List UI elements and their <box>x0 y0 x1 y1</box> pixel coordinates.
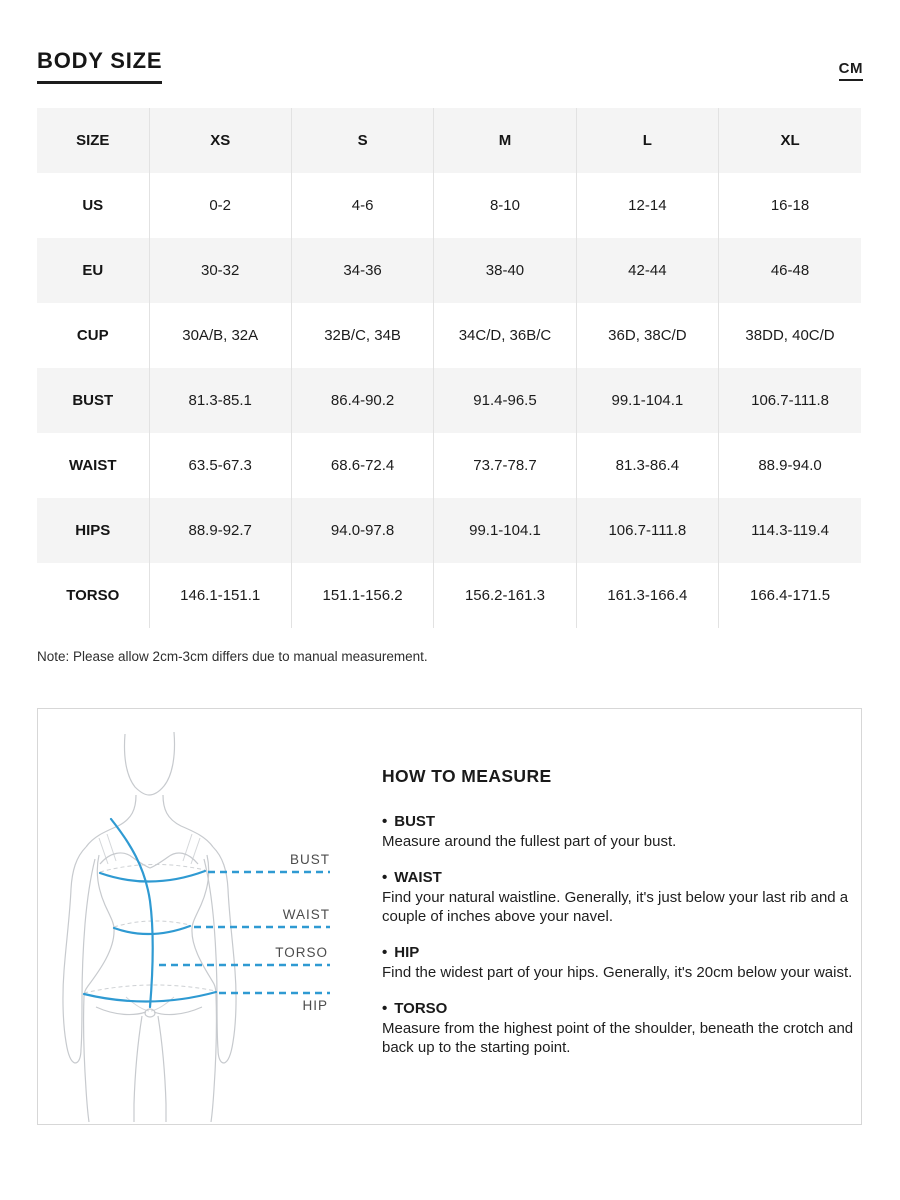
table-cell: 156.2-161.3 <box>434 563 576 628</box>
table-cell: 30A/B, 32A <box>149 303 291 368</box>
row-label: TORSO <box>37 563 149 628</box>
table-row <box>37 238 861 303</box>
page-title: BODY SIZE <box>37 48 162 84</box>
measure-section-waist <box>382 868 854 926</box>
table-cell: 38-40 <box>434 238 576 303</box>
table-cell: 99.1-104.1 <box>434 498 576 563</box>
table-row <box>37 368 861 433</box>
table-cell: 32B/C, 34B <box>291 303 433 368</box>
table-cell: 68.6-72.4 <box>291 433 433 498</box>
table-cell: 88.9-94.0 <box>719 433 861 498</box>
column-header: M <box>434 108 576 173</box>
table-row <box>37 433 861 498</box>
column-header: L <box>576 108 718 173</box>
measure-section-label: • HIP <box>382 943 854 962</box>
table-cell: 86.4-90.2 <box>291 368 433 433</box>
measure-section-label: • TORSO <box>382 999 854 1018</box>
diagram-labels <box>275 852 330 1013</box>
table-row <box>37 498 861 563</box>
row-label: BUST <box>37 368 149 433</box>
measurement-lines <box>84 819 216 1007</box>
table-cell: 0-2 <box>149 173 291 238</box>
how-to-measure-panel <box>37 708 862 1125</box>
header <box>37 48 863 84</box>
table-cell: 34C/D, 36B/C <box>434 303 576 368</box>
table-cell: 12-14 <box>576 173 718 238</box>
table-cell: 88.9-92.7 <box>149 498 291 563</box>
measure-section-text: Find your natural waistline. Generally, it's just below your last rib and a couple of inches above your navel. <box>382 889 849 925</box>
table-cell: 63.5-67.3 <box>149 433 291 498</box>
table-cell: 94.0-97.8 <box>291 498 433 563</box>
body-figure-svg <box>38 709 373 1122</box>
row-label: WAIST <box>37 433 149 498</box>
torso-label: TORSO <box>275 945 328 960</box>
table-row <box>37 303 861 368</box>
table-header-row <box>37 108 861 173</box>
table-cell: 30-32 <box>149 238 291 303</box>
body-figure-illustration <box>38 709 373 1122</box>
table-cell: 36D, 38C/D <box>576 303 718 368</box>
table-cell: 106.7-111.8 <box>576 498 718 563</box>
measure-section-text: Measure from the highest point of the shoulder, beneath the crotch and back up to the starting point. <box>382 1020 854 1056</box>
column-header: XL <box>719 108 861 173</box>
table-cell: 8-10 <box>434 173 576 238</box>
table-cell: 146.1-151.1 <box>149 563 291 628</box>
measure-section-text: Measure around the fullest part of your bust. <box>382 833 677 850</box>
row-label: US <box>37 173 149 238</box>
bust-label: BUST <box>289 852 330 867</box>
table-cell: 161.3-166.4 <box>576 563 718 628</box>
measure-section-bust <box>382 812 854 851</box>
measure-section-text: Find the widest part of your hips. Generally, it's 20cm below your waist. <box>382 964 853 981</box>
measurement-note: Note: Please allow 2cm-3cm differs due to manual measurement. <box>37 649 428 664</box>
leader-lines <box>159 872 330 993</box>
waist-label: WAIST <box>282 907 330 922</box>
table-cell: 4-6 <box>291 173 433 238</box>
table-cell: 38DD, 40C/D <box>719 303 861 368</box>
table-row <box>37 563 861 628</box>
table-cell: 106.7-111.8 <box>719 368 861 433</box>
measure-section-hip <box>382 943 854 982</box>
measurement-back-arcs <box>84 864 216 993</box>
body-size-table <box>37 108 861 628</box>
unit-toggle-cm[interactable]: CM <box>839 60 863 81</box>
table-cell: 34-36 <box>291 238 433 303</box>
table-cell: 42-44 <box>576 238 718 303</box>
table-cell: 46-48 <box>719 238 861 303</box>
row-label: CUP <box>37 303 149 368</box>
table-cell: 91.4-96.5 <box>434 368 576 433</box>
table-cell: 81.3-86.4 <box>576 433 718 498</box>
column-header: S <box>291 108 433 173</box>
measure-section-torso <box>382 999 854 1057</box>
how-to-measure-copy <box>382 766 854 1074</box>
table-cell: 16-18 <box>719 173 861 238</box>
hip-label: HIP <box>302 998 328 1013</box>
table-cell: 99.1-104.1 <box>576 368 718 433</box>
row-label: HIPS <box>37 498 149 563</box>
table-cell: 81.3-85.1 <box>149 368 291 433</box>
torso-tape-line <box>111 819 153 1007</box>
table-cell: 151.1-156.2 <box>291 563 433 628</box>
table-cell: 166.4-171.5 <box>719 563 861 628</box>
table-row <box>37 173 861 238</box>
how-to-measure-title: HOW TO MEASURE <box>382 766 552 786</box>
table-cell: 73.7-78.7 <box>434 433 576 498</box>
bust-line <box>100 871 205 882</box>
column-header: XS <box>149 108 291 173</box>
table-cell: 114.3-119.4 <box>719 498 861 563</box>
measure-section-label: • BUST <box>382 812 854 831</box>
column-header: SIZE <box>37 108 149 173</box>
measure-section-label: • WAIST <box>382 868 854 887</box>
row-label: EU <box>37 238 149 303</box>
